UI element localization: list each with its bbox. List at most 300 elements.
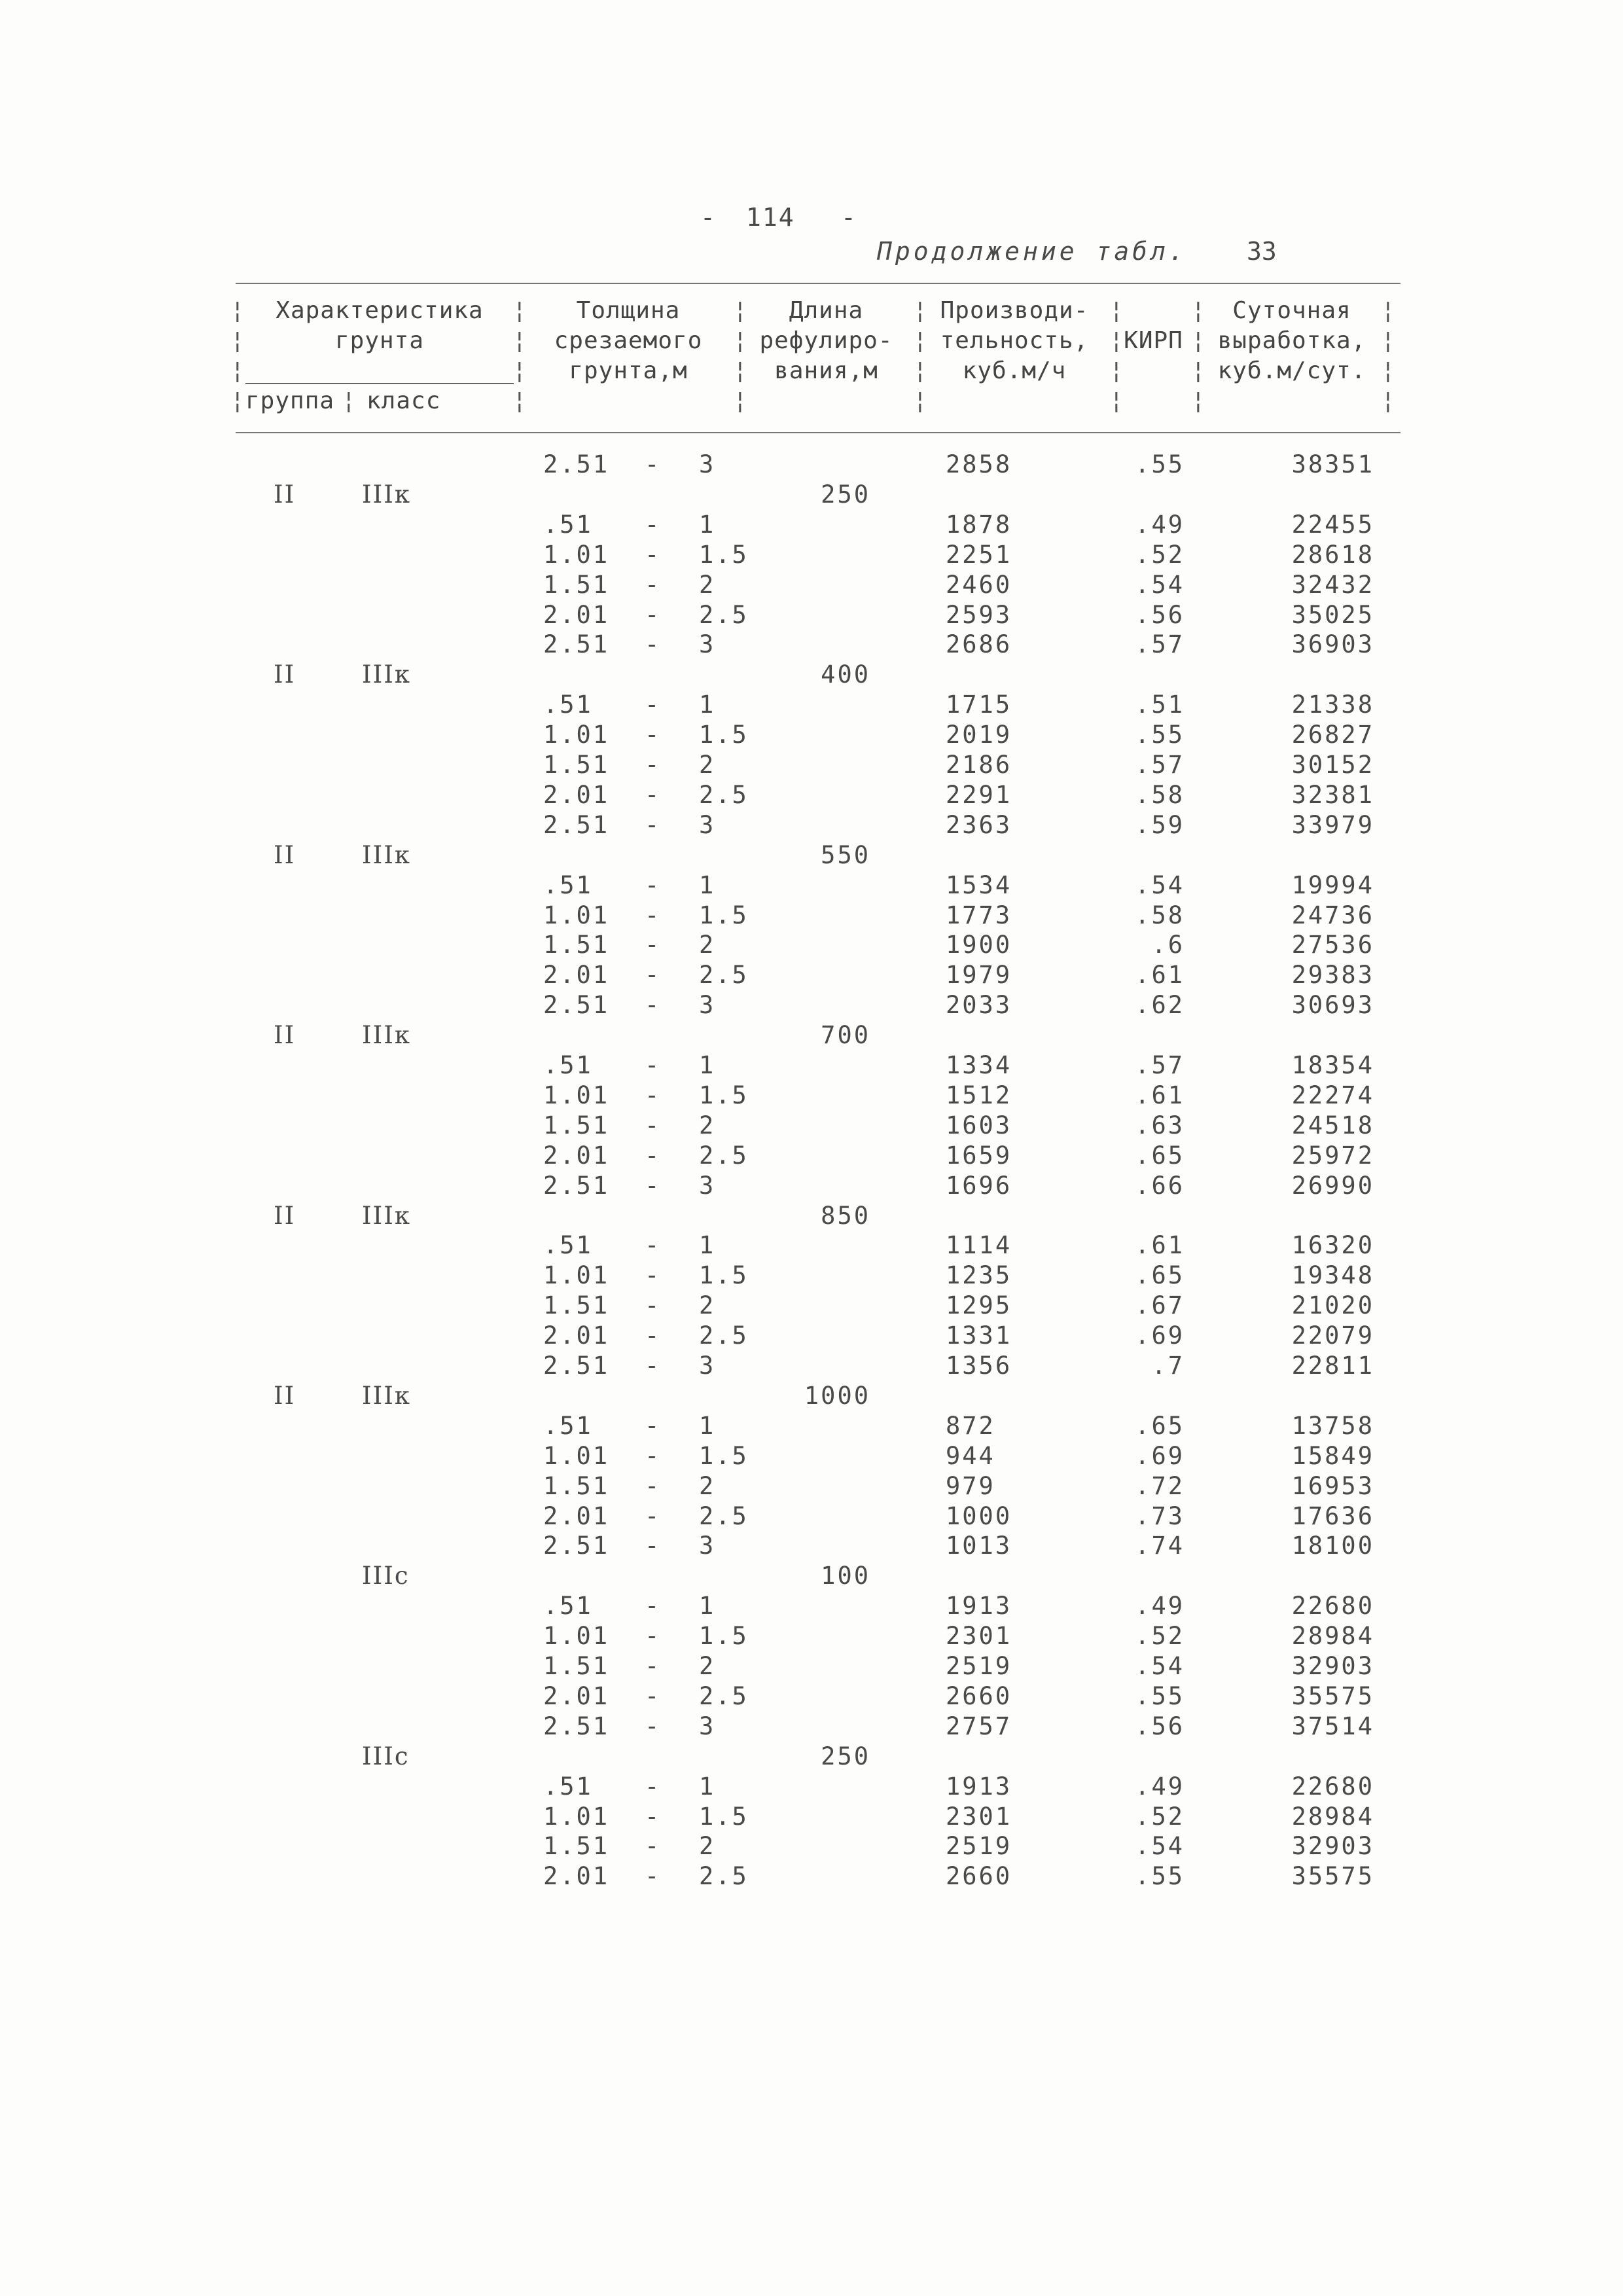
thickness-to-cell: 2.5 [699,600,749,629]
output-cell: 27536 [1291,931,1374,960]
page-number: 114 [746,203,795,232]
thickness-to-cell: 3 [699,1171,716,1200]
table-row [0,1682,1623,1712]
output-cell: 35575 [1291,1862,1374,1891]
kirp-cell: .55 [1135,1681,1185,1710]
length-cell: 850 [821,1201,870,1230]
thickness-dash-cell: - [645,1862,662,1891]
kirp-cell: .54 [1135,1832,1185,1861]
thickness-to-cell: 3 [699,810,716,839]
productivity-cell: 1013 [946,1532,1012,1560]
header-separator: ¦ ¦ ¦ ¦ [512,297,527,414]
productivity-cell: 1000 [946,1501,1012,1530]
thickness-from-cell: 2.01 [543,961,610,990]
output-cell: 16953 [1291,1471,1374,1500]
thickness-dash-cell: - [645,1802,662,1831]
kirp-cell: .51 [1135,691,1185,719]
kirp-cell: .55 [1135,721,1185,749]
header-subdivision-line [245,383,514,384]
thickness-dash-cell: - [645,1501,662,1530]
productivity-cell: 1334 [946,1051,1012,1079]
thickness-to-cell: 2 [699,1832,716,1861]
thickness-from-cell: 2.01 [543,1141,610,1170]
kirp-cell: .7 [1151,1352,1185,1380]
thickness-dash-cell: - [645,1081,662,1109]
thickness-dash-cell: - [645,570,662,599]
thickness-dash-cell: - [645,600,662,629]
table-group-row [0,1382,1623,1412]
productivity-cell: 2301 [946,1802,1012,1831]
header-separator: ¦ ¦ ¦ ¦ [230,297,245,414]
page-number-dash-right: - [841,203,856,232]
productivity-cell: 2301 [946,1622,1012,1651]
thickness-dash-cell: - [645,1592,662,1621]
thickness-to-cell: 2 [699,1291,716,1320]
table-row [0,1652,1623,1682]
kirp-cell: .52 [1135,1622,1185,1651]
table-group-row [0,1202,1623,1232]
thickness-from-cell: .51 [543,1772,593,1801]
thickness-from-cell: .51 [543,1051,593,1079]
productivity-cell: 979 [946,1471,995,1500]
thickness-from-cell: 2.51 [543,1352,610,1380]
thickness-to-cell: 1 [699,691,716,719]
kirp-cell: .65 [1135,1141,1185,1170]
table-row [0,1472,1623,1502]
thickness-dash-cell: - [645,630,662,659]
thickness-to-cell: 2.5 [699,1501,749,1530]
thickness-from-cell: .51 [543,1231,593,1260]
thickness-dash-cell: - [645,691,662,719]
thickness-to-cell: 2 [699,1652,716,1680]
thickness-to-cell: 1 [699,510,716,539]
kirp-cell: .61 [1135,961,1185,990]
thickness-to-cell: 1.5 [699,1802,749,1831]
kirp-cell: .54 [1135,570,1185,599]
kirp-cell: .52 [1135,1802,1185,1831]
header-separator: ¦ ¦ ¦ ¦ [1381,297,1395,414]
kirp-cell: .69 [1135,1441,1185,1470]
thickness-from-cell: 2.01 [543,600,610,629]
table-row [0,1502,1623,1532]
productivity-cell: 1979 [946,961,1012,990]
output-cell: 17636 [1291,1501,1374,1530]
continuation-label: Продолжение табл. [877,237,1187,266]
kirp-cell: .49 [1135,1592,1185,1621]
table-row [0,1141,1623,1172]
output-cell: 22274 [1291,1081,1374,1109]
output-cell: 38351 [1291,450,1374,478]
productivity-cell: 1235 [946,1261,1012,1290]
productivity-cell: 1715 [946,691,1012,719]
table-group-row [0,1562,1623,1592]
soil-class-cell: IIIк [362,1021,411,1050]
thickness-from-cell: .51 [543,870,593,899]
thickness-to-cell: 2 [699,931,716,960]
thickness-dash-cell: - [645,1772,662,1801]
column-header-class: класс [366,387,441,414]
kirp-cell: .69 [1135,1321,1185,1350]
thickness-to-cell: 1.5 [699,1622,749,1651]
length-cell: 250 [821,480,870,509]
thickness-to-cell: 1 [699,1772,716,1801]
output-cell: 28618 [1291,540,1374,569]
productivity-cell: 872 [946,1411,995,1440]
table-group-row [0,660,1623,691]
productivity-cell: 1295 [946,1291,1012,1320]
productivity-cell: 2519 [946,1652,1012,1680]
productivity-cell: 1512 [946,1081,1012,1109]
output-cell: 13758 [1291,1411,1374,1440]
productivity-cell: 1659 [946,1141,1012,1170]
kirp-cell: .54 [1135,870,1185,899]
kirp-cell: .54 [1135,1652,1185,1680]
output-cell: 22680 [1291,1772,1374,1801]
thickness-to-cell: 2 [699,570,716,599]
productivity-cell: 1913 [946,1592,1012,1621]
output-cell: 26990 [1291,1171,1374,1200]
thickness-dash-cell: - [645,751,662,779]
productivity-cell: 2858 [946,450,1012,478]
header-separator: ¦ ¦ ¦ ¦ [1191,297,1205,414]
kirp-cell: .63 [1135,1111,1185,1139]
thickness-dash-cell: - [645,1652,662,1680]
productivity-cell: 2660 [946,1681,1012,1710]
output-cell: 35575 [1291,1681,1374,1710]
thickness-dash-cell: - [645,780,662,809]
productivity-cell: 2686 [946,630,1012,659]
soil-class-cell: IIIс [362,1742,410,1770]
output-cell: 37514 [1291,1712,1374,1740]
thickness-dash-cell: - [645,931,662,960]
thickness-to-cell: 2.5 [699,1141,749,1170]
thickness-from-cell: .51 [543,691,593,719]
kirp-cell: .74 [1135,1532,1185,1560]
thickness-to-cell: 1.5 [699,901,749,929]
thickness-to-cell: 1.5 [699,540,749,569]
soil-class-cell: IIIк [362,1381,411,1410]
thickness-from-cell: 1.01 [543,1081,610,1109]
thickness-dash-cell: - [645,810,662,839]
productivity-cell: 1114 [946,1231,1012,1260]
table-row [0,781,1623,811]
page-number-dash-left: - [700,203,715,232]
kirp-cell: .66 [1135,1171,1185,1200]
header-separator: ¦ ¦ ¦ ¦ [733,297,747,414]
thickness-to-cell: 1.5 [699,1441,749,1470]
thickness-to-cell: 1 [699,1592,716,1621]
thickness-dash-cell: - [645,1471,662,1500]
thickness-dash-cell: - [645,1321,662,1350]
table-row [0,1832,1623,1862]
output-cell: 18354 [1291,1051,1374,1079]
table-top-rule [236,283,1400,284]
thickness-from-cell: 2.51 [543,991,610,1020]
table-row [0,811,1623,841]
thickness-to-cell: 2.5 [699,1321,749,1350]
thickness-from-cell: 1.51 [543,1291,610,1320]
output-cell: 35025 [1291,600,1374,629]
thickness-dash-cell: - [645,510,662,539]
thickness-from-cell: 1.01 [543,721,610,749]
productivity-cell: 1913 [946,1772,1012,1801]
header-separator: ¦ [342,387,356,414]
table-row [0,1712,1623,1742]
thickness-dash-cell: - [645,961,662,990]
output-cell: 30152 [1291,751,1374,779]
output-cell: 19994 [1291,870,1374,899]
thickness-dash-cell: - [645,1352,662,1380]
productivity-cell: 2363 [946,810,1012,839]
thickness-to-cell: 1 [699,1231,716,1260]
continuation-table-number: 33 [1247,237,1277,266]
table-group-row [0,1742,1623,1772]
thickness-dash-cell: - [645,1411,662,1440]
thickness-dash-cell: - [645,540,662,569]
kirp-cell: .57 [1135,630,1185,659]
thickness-from-cell: 1.01 [543,1441,610,1470]
table-row [0,1111,1623,1141]
kirp-cell: .55 [1135,1862,1185,1891]
thickness-dash-cell: - [645,1051,662,1079]
kirp-cell: .55 [1135,450,1185,478]
table-row [0,931,1623,961]
thickness-to-cell: 3 [699,630,716,659]
kirp-cell: .58 [1135,780,1185,809]
soil-group-cell: II [274,1021,296,1050]
thickness-from-cell: 1.51 [543,1832,610,1861]
table-row [0,601,1623,631]
output-cell: 22811 [1291,1352,1374,1380]
column-header-productivity: Производи- тельность, куб.м/ч [940,297,1089,384]
thickness-to-cell: 1.5 [699,1081,749,1109]
column-header-length: Длина рефулиро- вания,м [759,297,893,384]
length-cell: 550 [821,840,870,869]
table-row [0,1803,1623,1833]
length-cell: 1000 [804,1381,870,1410]
length-cell: 400 [821,660,870,689]
productivity-cell: 2251 [946,540,1012,569]
table-row [0,1772,1623,1803]
productivity-cell: 1696 [946,1171,1012,1200]
thickness-dash-cell: - [645,1141,662,1170]
thickness-dash-cell: - [645,1231,662,1260]
thickness-dash-cell: - [645,1291,662,1320]
table-row [0,1291,1623,1321]
productivity-cell: 1331 [946,1321,1012,1350]
productivity-cell: 1878 [946,510,1012,539]
output-cell: 19348 [1291,1261,1374,1290]
thickness-dash-cell: - [645,1712,662,1740]
productivity-cell: 2757 [946,1712,1012,1740]
thickness-to-cell: 3 [699,1532,716,1560]
length-cell: 250 [821,1742,870,1770]
kirp-cell: .61 [1135,1081,1185,1109]
kirp-cell: .67 [1135,1291,1185,1320]
kirp-cell: .49 [1135,510,1185,539]
productivity-cell: 2593 [946,600,1012,629]
output-cell: 21338 [1291,691,1374,719]
thickness-from-cell: 2.01 [543,1681,610,1710]
output-cell: 24736 [1291,901,1374,929]
kirp-cell: .49 [1135,1772,1185,1801]
table-row [0,1442,1623,1472]
productivity-cell: 2033 [946,991,1012,1020]
header-separator: ¦ ¦ ¦ ¦ [1109,297,1124,414]
thickness-dash-cell: - [645,870,662,899]
table-row [0,1592,1623,1622]
kirp-cell: .65 [1135,1261,1185,1290]
table-row [0,1622,1623,1652]
productivity-cell: 1773 [946,901,1012,929]
productivity-cell: 2019 [946,721,1012,749]
thickness-from-cell: .51 [543,1411,593,1440]
table-row [0,1532,1623,1562]
thickness-from-cell: 2.51 [543,810,610,839]
thickness-from-cell: 2.51 [543,1171,610,1200]
thickness-dash-cell: - [645,901,662,929]
length-cell: 700 [821,1021,870,1050]
kirp-cell: .72 [1135,1471,1185,1500]
thickness-dash-cell: - [645,1532,662,1560]
soil-group-cell: II [274,660,296,689]
soil-group-cell: II [274,480,296,509]
kirp-cell: .57 [1135,1051,1185,1079]
thickness-dash-cell: - [645,1171,662,1200]
column-header-kirp: КИРП [1124,327,1183,354]
output-cell: 25972 [1291,1141,1374,1170]
output-cell: 22455 [1291,510,1374,539]
productivity-cell: 944 [946,1441,995,1470]
table-row [0,630,1623,660]
table-row [0,1862,1623,1892]
soil-class-cell: IIIк [362,480,411,509]
output-cell: 22680 [1291,1592,1374,1621]
table-row [0,691,1623,721]
output-cell: 33979 [1291,810,1374,839]
thickness-from-cell: 2.51 [543,630,610,659]
column-header-thickness: Толщина срезаемого грунта,м [554,297,703,384]
output-cell: 22079 [1291,1321,1374,1350]
thickness-from-cell: 1.51 [543,931,610,960]
thickness-dash-cell: - [645,1622,662,1651]
header-separator: ¦ ¦ ¦ ¦ [913,297,927,414]
table-row [0,1352,1623,1382]
kirp-cell: .57 [1135,751,1185,779]
kirp-cell: .62 [1135,991,1185,1020]
output-cell: 28984 [1291,1802,1374,1831]
kirp-cell: .73 [1135,1501,1185,1530]
thickness-dash-cell: - [645,1111,662,1139]
output-cell: 32432 [1291,570,1374,599]
thickness-to-cell: 1.5 [699,1261,749,1290]
productivity-cell: 1603 [946,1111,1012,1139]
productivity-cell: 1900 [946,931,1012,960]
soil-group-cell: II [274,840,296,869]
table-row [0,541,1623,571]
thickness-from-cell: .51 [543,510,593,539]
thickness-from-cell: 2.01 [543,1321,610,1350]
table-row [0,1412,1623,1442]
thickness-from-cell: 2.01 [543,1501,610,1530]
table-row [0,1231,1623,1261]
thickness-dash-cell: - [645,1261,662,1290]
column-header-soil: Характеристика грунта [276,297,484,354]
output-cell: 36903 [1291,630,1374,659]
output-cell: 15849 [1291,1441,1374,1470]
thickness-to-cell: 1.5 [699,721,749,749]
kirp-cell: .65 [1135,1411,1185,1440]
kirp-cell: .6 [1151,931,1185,960]
table-row [0,901,1623,931]
thickness-from-cell: 1.51 [543,751,610,779]
thickness-from-cell: .51 [543,1592,593,1621]
kirp-cell: .59 [1135,810,1185,839]
thickness-to-cell: 3 [699,1712,716,1740]
thickness-to-cell: 1 [699,870,716,899]
kirp-cell: .52 [1135,540,1185,569]
thickness-dash-cell: - [645,721,662,749]
soil-group-cell: II [274,1201,296,1230]
thickness-to-cell: 3 [699,450,716,478]
thickness-from-cell: 1.51 [543,1652,610,1680]
output-cell: 32381 [1291,780,1374,809]
table-row [0,571,1623,601]
table-row [0,721,1623,751]
column-header-output: Суточная выработка, куб.м/сут. [1217,297,1366,384]
thickness-to-cell: 2.5 [699,1681,749,1710]
table-row [0,450,1623,480]
thickness-to-cell: 1 [699,1411,716,1440]
thickness-to-cell: 1 [699,1051,716,1079]
thickness-from-cell: 1.01 [543,1802,610,1831]
kirp-cell: .56 [1135,600,1185,629]
soil-class-cell: IIIс [362,1562,410,1590]
thickness-to-cell: 3 [699,1352,716,1380]
productivity-cell: 2291 [946,780,1012,809]
column-header-group: группа [245,387,335,414]
table-row [0,1261,1623,1291]
productivity-cell: 1534 [946,870,1012,899]
soil-group-cell: II [274,1381,296,1410]
output-cell: 32903 [1291,1652,1374,1680]
thickness-from-cell: 2.01 [543,1862,610,1891]
thickness-from-cell: 2.51 [543,1532,610,1560]
thickness-from-cell: 2.01 [543,780,610,809]
productivity-cell: 2186 [946,751,1012,779]
output-cell: 32903 [1291,1832,1374,1861]
soil-class-cell: IIIк [362,840,411,869]
output-cell: 28984 [1291,1622,1374,1651]
output-cell: 18100 [1291,1532,1374,1560]
table-group-row [0,480,1623,511]
productivity-cell: 2519 [946,1832,1012,1861]
thickness-from-cell: 1.51 [543,1471,610,1500]
table-row [0,991,1623,1021]
thickness-from-cell: 2.51 [543,450,610,478]
thickness-dash-cell: - [645,1441,662,1470]
thickness-to-cell: 2.5 [699,961,749,990]
thickness-from-cell: 1.51 [543,1111,610,1139]
thickness-from-cell: 1.01 [543,1622,610,1651]
kirp-cell: .61 [1135,1231,1185,1260]
table-group-row [0,1021,1623,1051]
thickness-dash-cell: - [645,1832,662,1861]
thickness-from-cell: 1.01 [543,901,610,929]
thickness-from-cell: 1.01 [543,540,610,569]
soil-class-cell: IIIк [362,1201,411,1230]
table-row [0,511,1623,541]
